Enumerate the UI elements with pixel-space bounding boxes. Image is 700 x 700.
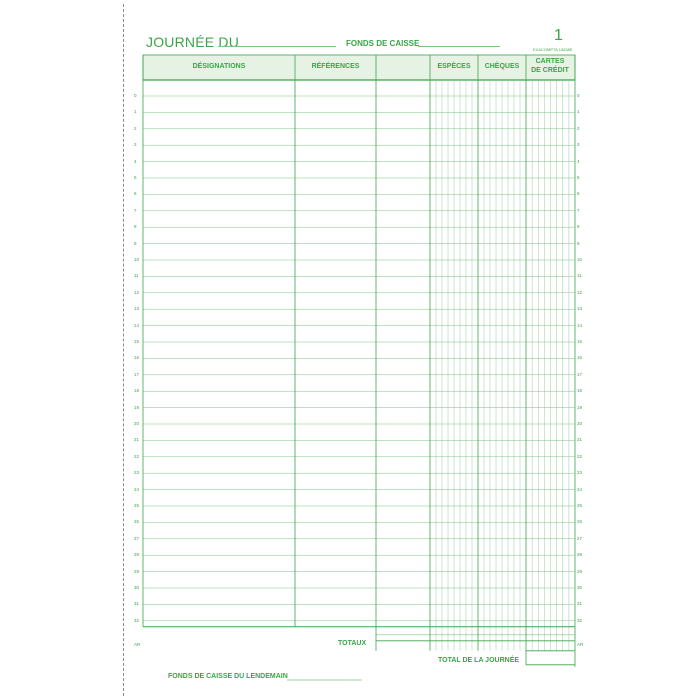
ar-label-right: AR xyxy=(577,642,584,647)
row-number-right: 15 xyxy=(577,339,583,344)
row-number-left: 27 xyxy=(134,535,140,541)
row-number-right: 0 xyxy=(577,93,580,98)
column-header-references: RÉFÉRENCES xyxy=(311,63,360,70)
row-number-left: 24 xyxy=(134,486,140,492)
row-number-left: 13 xyxy=(134,306,140,312)
row-number-left: 28 xyxy=(134,552,140,558)
row-number-right: 4 xyxy=(577,158,580,164)
row-number-left: 10 xyxy=(134,257,140,262)
row-number-left: 31 xyxy=(134,601,140,607)
column-header-cheques: CHÈQUES xyxy=(484,63,520,70)
row-number-right: 14 xyxy=(577,322,583,328)
row-number-right: 25 xyxy=(577,503,583,508)
row-number-left: 8 xyxy=(134,224,137,230)
row-number-right: 6 xyxy=(577,191,580,197)
row-number-right: 12 xyxy=(577,289,583,295)
row-number-right: 22 xyxy=(577,453,583,459)
page-number: 1 xyxy=(554,27,563,44)
fonds-lendemain-label: FONDS DE CAISSE DU LENDEMAIN xyxy=(168,673,288,680)
row-number-left: 29 xyxy=(134,568,140,574)
row-number-left: 7 xyxy=(134,207,137,213)
row-number-left: 6 xyxy=(134,191,137,197)
row-number-left: 21 xyxy=(134,437,140,443)
row-number-left: 25 xyxy=(134,503,140,508)
row-number-right: 8 xyxy=(577,224,580,230)
row-number-left: 32 xyxy=(134,617,140,623)
row-number-right: 9 xyxy=(577,240,580,246)
row-number-left: 23 xyxy=(134,470,140,476)
row-number-left: 0 xyxy=(134,93,137,98)
cartes-line-1: CARTES xyxy=(535,58,565,65)
row-number-right: 26 xyxy=(577,519,583,525)
row-number-left: 5 xyxy=(134,175,137,180)
row-number-right: 29 xyxy=(577,568,583,574)
row-number-left: 4 xyxy=(134,158,137,164)
row-number-right: 20 xyxy=(577,421,583,426)
ar-label-left: AR xyxy=(134,642,141,647)
row-number-left: 26 xyxy=(134,519,140,525)
cartes-line-2: DE CRÉDIT xyxy=(531,67,569,74)
row-number-left: 11 xyxy=(134,273,139,279)
row-number-left: 3 xyxy=(134,142,137,148)
row-number-right: 16 xyxy=(577,355,583,361)
row-number-right: 24 xyxy=(577,486,583,492)
row-number-right: 2 xyxy=(577,125,580,131)
totaux-label: TOTAUX xyxy=(338,640,367,647)
fonds-de-caisse-label: FONDS DE CAISSE xyxy=(346,39,420,48)
row-number-left: 14 xyxy=(134,322,140,328)
reference-code: EXACOMPTA 13438E xyxy=(533,47,573,52)
row-number-right: 1 xyxy=(577,109,580,115)
row-number-right: 19 xyxy=(577,404,583,410)
row-number-left: 12 xyxy=(134,289,140,295)
row-number-left: 18 xyxy=(134,388,140,394)
row-number-left: 16 xyxy=(134,355,140,361)
row-number-right: 11 xyxy=(577,273,582,279)
row-number-right: 27 xyxy=(577,535,583,541)
row-number-left: 19 xyxy=(134,404,140,410)
row-number-left: 30 xyxy=(134,585,140,590)
row-number-right: 17 xyxy=(577,371,583,377)
row-number-right: 32 xyxy=(577,617,583,623)
row-number-left: 2 xyxy=(134,125,137,131)
row-number-left: 9 xyxy=(134,240,137,246)
row-number-right: 31 xyxy=(577,601,583,607)
row-number-right: 7 xyxy=(577,207,580,213)
total-journee-label: TOTAL DE LA JOURNÉE xyxy=(438,657,520,664)
row-number-right: 13 xyxy=(577,306,583,312)
row-number-left: 22 xyxy=(134,453,140,459)
row-number-right: 23 xyxy=(577,470,583,476)
column-header-cartes xyxy=(526,57,574,75)
row-number-right: 30 xyxy=(577,585,583,590)
row-number-left: 17 xyxy=(134,371,140,377)
row-number-right: 21 xyxy=(577,437,583,443)
row-number-right: 5 xyxy=(577,175,580,180)
row-number-left: 15 xyxy=(134,339,140,344)
row-number-right: 3 xyxy=(577,142,580,148)
page-title: JOURNÉE DU xyxy=(146,34,240,50)
row-number-left: 1 xyxy=(134,109,137,115)
column-header-especes: ESPÈCES xyxy=(437,63,471,70)
row-number-left: 20 xyxy=(134,421,140,426)
column-header-designations: DÉSIGNATIONS xyxy=(192,63,246,70)
row-number-right: 18 xyxy=(577,388,583,394)
row-number-right: 10 xyxy=(577,257,583,262)
row-number-right: 28 xyxy=(577,552,583,558)
